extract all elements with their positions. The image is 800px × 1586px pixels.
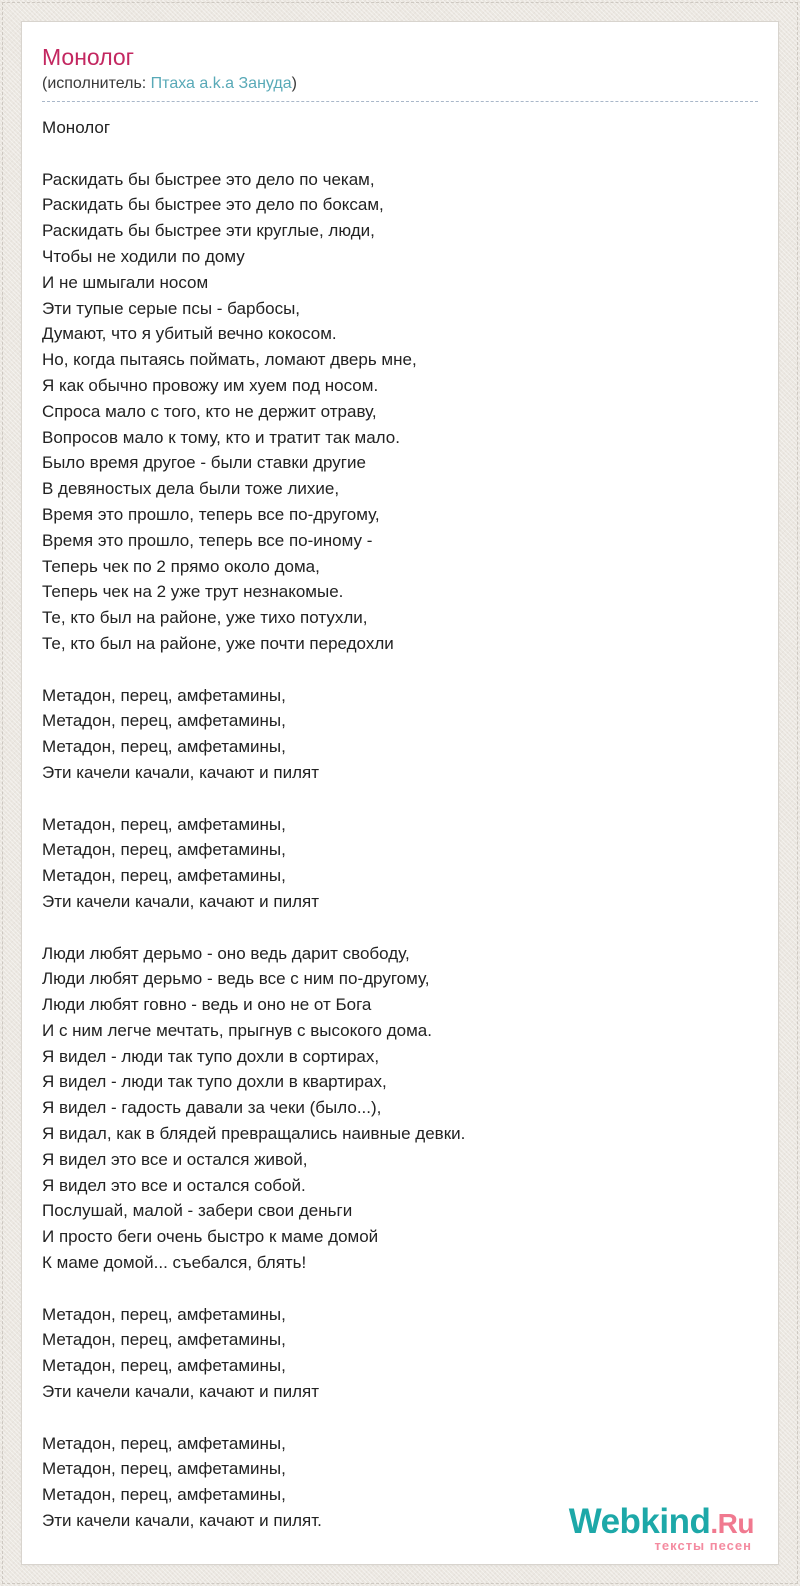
artist-line xyxy=(42,74,758,102)
lyric-line: Люди любят дерьмо - оно ведь дарит свободу, xyxy=(42,943,410,963)
logo-suffix-text: .Ru xyxy=(710,1508,754,1539)
lyric-line: Раскидать бы быстрее эти круглые, люди, xyxy=(42,221,375,241)
lyric-line: Я видел это все и остался живой, xyxy=(42,1149,308,1169)
lyric-line: Теперь чек на 2 уже трут незнакомые. xyxy=(42,582,344,602)
lyric-line: Чтобы не ходили по дому xyxy=(42,246,245,266)
lyric-line: К маме домой... съебался, блять! xyxy=(42,1253,307,1273)
lyric-line: Вопросов мало к тому, кто и тратит так мало. xyxy=(42,427,400,447)
lyric-line: Монолог xyxy=(42,118,111,137)
lyric-line: Было время другое - были ставки другие xyxy=(42,453,366,473)
lyric-line xyxy=(42,1276,758,1302)
lyric-line: Эти тупые серые псы - барбосы, xyxy=(42,298,301,318)
lyric-line: И просто беги очень быстро к маме домой xyxy=(42,1227,379,1247)
lyric-line: В девяностых дела были тоже лихие, xyxy=(42,479,340,499)
lyric-line: И не шмыгали носом xyxy=(42,272,209,292)
lyric-line: Я видал, как в блядей превращались наивные девки. xyxy=(42,1124,466,1144)
lyric-line: Метадон, перец, амфетамины, xyxy=(42,840,286,860)
lyrics-card-content xyxy=(22,22,778,1564)
lyric-line: Метадон, перец, амфетамины, xyxy=(42,1433,286,1453)
lyric-line xyxy=(42,657,758,683)
lyric-line: Метадон, перец, амфетамины, xyxy=(42,1330,286,1350)
lyric-line: Те, кто был на районе, уже тихо потухли, xyxy=(42,608,368,628)
lyric-line: Метадон, перец, амфетамины, xyxy=(42,1356,286,1376)
logo-tagline: тексты песен xyxy=(654,1538,752,1553)
lyric-line: Метадон, перец, амфетамины, xyxy=(42,685,286,705)
lyric-line: Метадон, перец, амфетамины, xyxy=(42,866,286,886)
lyric-line: Раскидать бы быстрее это дело по боксам, xyxy=(42,195,384,215)
page-title: Монолог xyxy=(42,44,135,70)
lyric-line: Я видел - люди так тупо дохли в сортирах, xyxy=(42,1046,380,1066)
lyric-line: Послушай, малой - забери свои деньги xyxy=(42,1201,353,1221)
lyric-line: Эти качели качали, качают и пилят. xyxy=(42,1511,322,1531)
lyric-line xyxy=(42,915,758,941)
webkind-logo[interactable] xyxy=(568,1502,754,1553)
lyric-line: И с ним легче мечтать, прыгнув с высокого дома. xyxy=(42,1020,432,1040)
lyrics-card xyxy=(21,21,779,1565)
lyric-line: Метадон, перец, амфетамины, xyxy=(42,737,286,757)
lyric-line: Теперь чек по 2 прямо около дома, xyxy=(42,556,320,576)
artist-link[interactable]: Птаха a.k.a Зануда xyxy=(150,75,292,92)
lyric-line: Метадон, перец, амфетамины, xyxy=(42,711,286,731)
lyric-line: Люди любят дерьмо - ведь все с ним по-другому, xyxy=(42,969,430,989)
lyric-line: Эти качели качали, качают и пилят xyxy=(42,891,319,911)
lyric-line: Метадон, перец, амфетамины, xyxy=(42,1304,286,1324)
lyric-line: Эти качели качали, качают и пилят xyxy=(42,762,319,782)
lyric-line: Люди любят говно - ведь и оно не от Бога xyxy=(42,995,372,1015)
lyric-line: Я видел - гадость давали за чеки (было...), xyxy=(42,1098,382,1118)
lyric-line xyxy=(42,1405,758,1431)
logo-main-text: Webkind xyxy=(568,1502,711,1541)
performer-label: (исполнитель: xyxy=(42,75,147,92)
lyric-line: Метадон, перец, амфетамины, xyxy=(42,1459,286,1479)
close-paren: ) xyxy=(291,75,297,92)
webkind-logo-wordmark xyxy=(568,1502,754,1541)
lyric-line: Метадон, перец, амфетамины, xyxy=(42,814,286,834)
lyric-line: Я видел - люди так тупо дохли в квартирах, xyxy=(42,1072,387,1092)
lyric-line: Раскидать бы быстрее это дело по чекам, xyxy=(42,169,375,189)
lyric-line: Метадон, перец, амфетамины, xyxy=(42,1485,286,1505)
lyric-line: Я как обычно провожу им хуем под носом. xyxy=(42,375,379,395)
lyric-line xyxy=(42,786,758,812)
lyric-line: Время это прошло, теперь все по-иному - xyxy=(42,530,373,550)
lyrics-text xyxy=(42,115,758,1534)
lyric-line: Те, кто был на районе, уже почти передохли xyxy=(42,633,394,653)
lyric-line: Время это прошло, теперь все по-другому, xyxy=(42,504,380,524)
lyric-line: Эти качели качали, качают и пилят xyxy=(42,1382,319,1402)
lyric-line: Думают, что я убитый вечно кокосом. xyxy=(42,324,337,344)
lyric-line: Спроса мало с того, кто не держит отраву, xyxy=(42,401,377,421)
lyric-line xyxy=(42,141,758,167)
lyric-line: Но, когда пытаясь поймать, ломают дверь мне, xyxy=(42,350,417,370)
lyric-line: Я видел это все и остался собой. xyxy=(42,1175,306,1195)
